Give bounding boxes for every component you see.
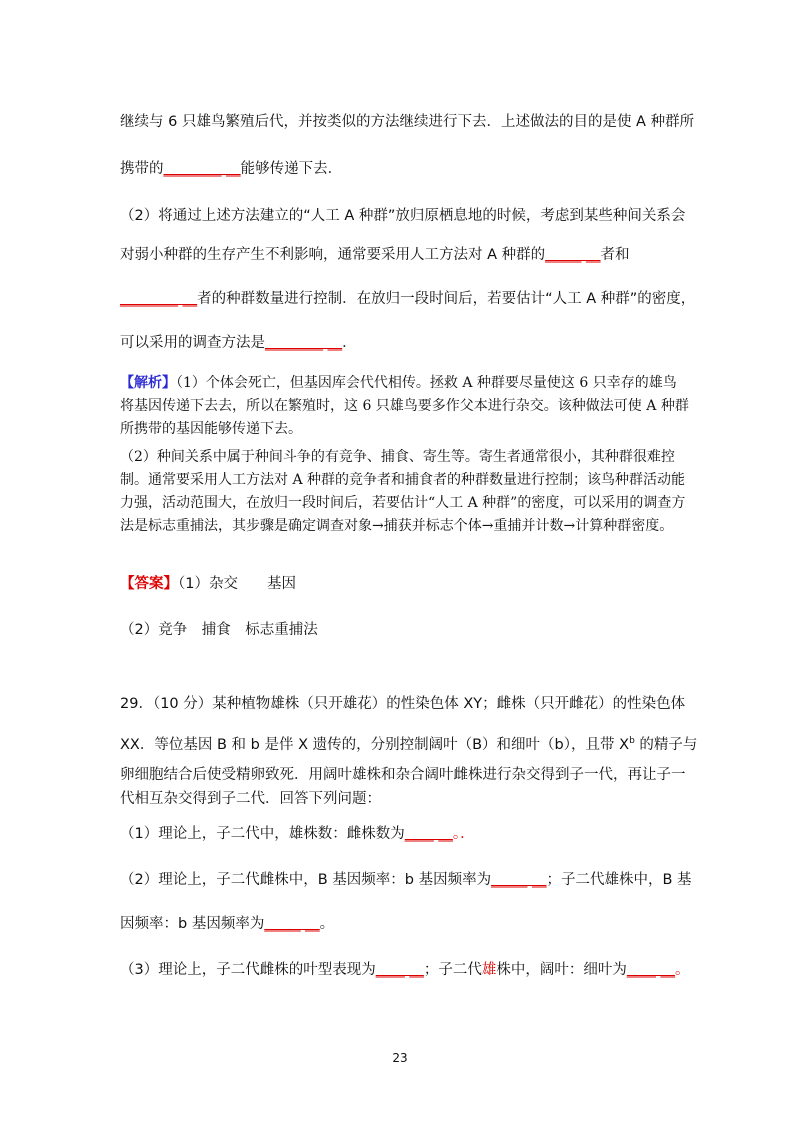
q28-line-5: ________ __者的种群数量进行控制．在放归一段时间后，若要估计“人工 A 种群”的密度， xyxy=(120,291,696,307)
q29-sub-1: （1）理论上，子二代中，雄株数：雌株数为____ __。． xyxy=(120,826,475,842)
q29-sub-3: （3）理论上，子二代雌株的叶型表现为____ __；子二代雄株中，阔叶：细叶为____ __。 xyxy=(120,962,690,978)
q29-line-4: 代相互杂交得到子二代．回答下列问题： xyxy=(120,791,381,807)
q29-line-1: 29．（10 分）某种植物雄株（只开雄花）的性染色体 XY；雌株（只开雌花）的性染色体 xyxy=(120,696,686,712)
q28-line-3: （2）将通过上述方法建立的“人工 A 种群”放归原栖息地的时候，考虑到某些种间关系会 xyxy=(120,208,686,224)
q29-sub-2: （2）理论上，子二代雌株中，B 基因频率：b 基因频率为_____ __；子二代雄株中，B 基 xyxy=(120,872,692,888)
q28-line-2: 携带的________ __能够传递下去． xyxy=(120,161,343,177)
explanation-1: 【解析】（1）个体会死亡，但基因库会代代相传。拯救 A 种群要尽量使这 6 只幸存的雄鸟将基因传递下去去，所以在繁殖时，这 6 只雄鸟要多作父本进行杂交。该种做法可使 A 种群所携带的基因能够传递下去。 xyxy=(120,375,689,437)
q29-line-3: 卵细胞结合后使受精卵致死．用阔叶雄株和杂合阔叶雌株进行杂交得到子一代，再让子一 xyxy=(120,767,686,783)
answer-line-1: 【答案】（1）杂交 基因 xyxy=(120,576,296,592)
q29-line-2: XX．等位基因 B 和 b 是伴 X 遗传的，分别控制阔叶（B）和细叶（b），且带 $X^b$ 的精子与 xyxy=(120,736,698,753)
page-number: 23 xyxy=(392,1051,408,1065)
q28-line-6: 可以采用的调查方法是________ __． xyxy=(120,335,357,351)
q28-line-1: 继续与 6 只雄鸟繁殖后代，并按类似的方法继续进行下去．上述做法的目的是使 A 种群所 xyxy=(120,114,695,130)
explanation-2: （2）种间关系中属于种间斗争的有竞争、捕食、寄生等。寄生者通常很小，其种群很难控制。通常要采用人工方法对 A 种群的竞争者和捕食者的种群数量进行控制；该鸟种群活动能力强，活动范围大，在放归一段时间后，若要估计“人工 A 种群”的密度，可以采用的调查方法是标志重捕法，其步骤是确定调查对象→捕获并标志个体→重捕并计数→计算种群密度。 xyxy=(120,449,686,534)
answer-line-2: （2）竞争 捕食 标志重捕法 xyxy=(120,622,318,638)
q29-sub-2b: 因频率：b 基因频率为_____ __。 xyxy=(120,916,335,932)
q28-line-4: 对弱小种群的生存产生不利影响，通常要采用人工方法对 A 种群的_____ __者和 xyxy=(120,247,630,263)
